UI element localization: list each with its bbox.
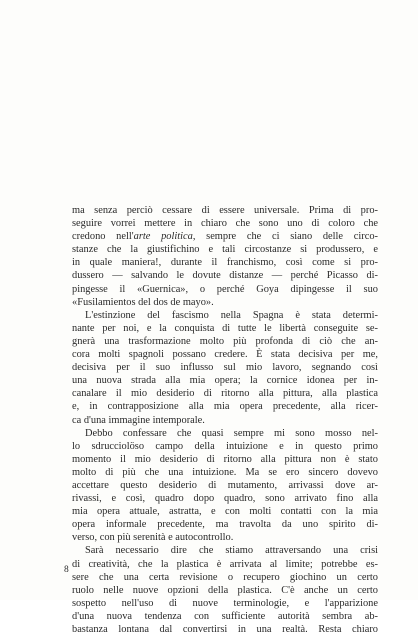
text-line: d'una nuova tendenza con sufficiente autorità sembra ab- <box>72 610 378 622</box>
text-line: cora molti spagnoli possano credere. È stata decisiva per me, <box>72 349 378 361</box>
text-line: di creatività, che la plastica è arrivata al limite; potrebbe es- <box>72 558 378 570</box>
paragraph <box>72 544 378 636</box>
text-line: momento il mio desiderio di ritorno alla pittura non è stato <box>72 453 378 465</box>
text-line: credono nell'arte politica, sempre che ci siano delle circo- <box>72 231 378 243</box>
text-line: nante per noi, e la conquista di tutte le libertà conseguite se- <box>72 322 378 334</box>
text-line: verso, con più serenità e autocontrollo. <box>72 532 234 544</box>
body-text <box>72 204 378 636</box>
text-line: seguire vorrei mettere in chiaro che sono uno di coloro che <box>72 218 378 230</box>
text-line: Debbo confessare che quasi sempre mi sono mosso nel- <box>85 427 378 439</box>
text-line: e, in contrapposizione alla mia opera precedente, alla ricer- <box>72 401 378 413</box>
text-line: rivassi, e così, quadro dopo quadro, sono arrivato fino alla <box>72 493 378 505</box>
text-line: una nuova strada alla mia opera; la cornice idonea per in- <box>72 375 378 387</box>
text-line: sere che una certa revisione o recupero giochino un certo <box>72 571 378 583</box>
text-line: «Fusilamientos del dos de mayo». <box>72 296 214 308</box>
text-line: decisiva per il suo influsso sul mio lavoro, segnando così <box>72 362 378 374</box>
text-line: ma senza perciò cessare di essere universale. Prima di pro- <box>72 205 378 216</box>
text-line: in quale maniera!, durante il franchismo, così come si pro- <box>72 257 378 269</box>
text-line: L'estinzione del fascismo nella Spagna è stata determi- <box>85 309 378 321</box>
paragraph <box>72 204 378 309</box>
text-line: molto di più che una intuizione. Ma se ero sincero dovevo <box>72 466 378 478</box>
text-line: dussero — salvando le dovute distanze — perché Picasso di- <box>72 270 378 282</box>
text-line: mia opera attuale, astratta, e con molti contatti con la mia <box>72 506 378 518</box>
text-line: bastanza lontana dal convertirsi in una realtà. Resta chiaro <box>72 624 378 635</box>
text-line: sospetto nell'uso di nuove terminologie, e l'apparizione <box>72 597 378 609</box>
text-line: gnerà una trasformazione molto più profonda di ciò che an- <box>72 335 378 347</box>
paragraph <box>72 427 378 545</box>
text-line: pingesse il «Guernica», o perché Goya dipingesse il suo <box>72 283 378 295</box>
text-line: opera informale precedente, ma travolta da uno spirito di- <box>72 519 378 531</box>
text-line: lo sdrucciolöso campo della intuizione e in questo primo <box>72 440 378 452</box>
text-line: accettare questo desiderio di mutamento, arrivassi dove ar- <box>72 479 378 491</box>
text-line: ca d'una immagine intemporale. <box>72 414 205 426</box>
text-line: Sarà necessario dire che stiamo attraversando una crisi <box>85 545 378 557</box>
text-line: canalare il mio desiderio di ritorno alla pittura, alla plastica <box>72 388 378 400</box>
page-number: 8 <box>64 565 69 575</box>
text-line: ruolo nelle nuove opzioni della plastica. C'è anche un certo <box>72 584 378 596</box>
paragraph <box>72 309 378 427</box>
text-line: stanze che la giustifichino e tali circostanze si produssero, e <box>72 244 378 256</box>
